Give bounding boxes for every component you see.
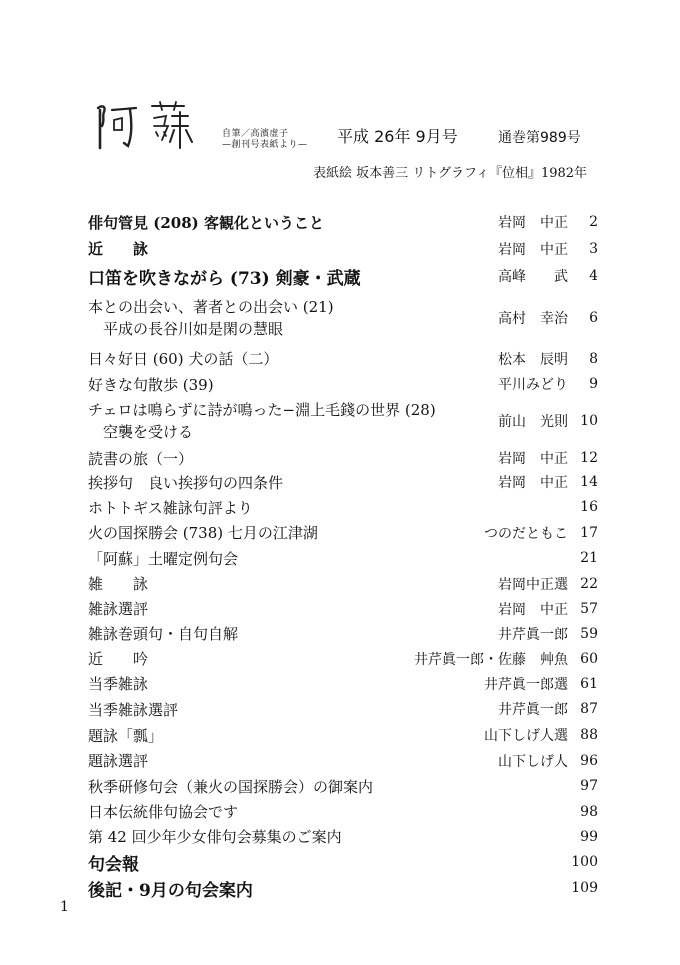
- toc-title: チェロは鳴らずに詩が鳴った−淵上毛錢の世界 (28): [88, 401, 436, 419]
- cover-credit: 表紙絵 坂本善三 リトグラフィ『位相』1982年: [313, 166, 588, 181]
- logo-credit-line2: —創刊号表紙より—: [222, 140, 308, 150]
- toc-page: 99: [580, 828, 598, 845]
- toc-author: 岩岡 中正: [498, 241, 568, 258]
- toc-page: 6: [589, 310, 598, 326]
- toc-page: 3: [589, 240, 598, 257]
- toc-title: 題詠「瓢」: [88, 726, 164, 745]
- toc-title: 当季雑詠選評: [88, 700, 179, 719]
- toc-author: 山下しげ人選: [484, 728, 568, 744]
- toc-title: 火の国探勝会 (738) 七月の江津湖: [88, 524, 318, 542]
- toc-row[interactable]: [88, 646, 598, 671]
- toc-title: 近 吟: [88, 650, 149, 668]
- toc-title: 日本伝統俳句協会です: [88, 803, 239, 821]
- toc-row[interactable]: [88, 671, 598, 696]
- toc-author: 高峰 武: [498, 269, 568, 285]
- toc-author: 井芹眞一郎・佐藤 艸魚: [414, 651, 568, 668]
- toc-row[interactable]: [88, 236, 598, 261]
- toc-title: 秋季研修句会（兼火の国探勝会）の御案内: [88, 777, 374, 796]
- toc-row[interactable]: [88, 824, 598, 849]
- toc-author: 岩岡中正選: [498, 576, 568, 593]
- toc-title: 句会報: [88, 854, 139, 875]
- toc-title: 雑詠巻頭句・自句自解: [88, 625, 239, 643]
- toc-page: 16: [580, 499, 598, 515]
- toc-row[interactable]: [88, 571, 598, 596]
- toc-row[interactable]: [88, 446, 598, 470]
- toc-page: 8: [589, 350, 598, 367]
- table-of-contents: [88, 208, 598, 901]
- toc-title: 雑詠選評: [88, 600, 149, 618]
- toc-page: 60: [580, 650, 598, 667]
- toc-page: 10: [580, 413, 598, 429]
- toc-row[interactable]: [88, 596, 598, 621]
- toc-page: 21: [580, 550, 598, 566]
- toc-title: 近 詠: [88, 240, 149, 258]
- toc-title: 挨拶句 良い挨拶句の四条件: [88, 473, 284, 492]
- toc-page: 88: [580, 727, 598, 743]
- toc-row[interactable]: [88, 372, 598, 396]
- toc-page: 96: [580, 752, 598, 769]
- toc-title: 雑 詠: [88, 575, 149, 593]
- magazine-logo: [92, 96, 212, 156]
- toc-author: 岩岡 中正: [498, 451, 568, 467]
- toc-author: 前山 光則: [498, 414, 568, 430]
- toc-author: 井芹眞一郎: [498, 702, 568, 718]
- toc-row[interactable]: [88, 799, 598, 824]
- toc-title: 口笛を吹きながら (73) 剣豪・武蔵: [88, 268, 361, 289]
- toc-row[interactable]: [88, 696, 598, 722]
- toc-page: 98: [580, 803, 598, 820]
- page-number: 1: [60, 899, 69, 915]
- toc-author: 岩岡 中正: [498, 215, 568, 231]
- toc-page: 100: [571, 854, 598, 870]
- toc-page: 9: [589, 376, 598, 392]
- toc-page: 61: [580, 675, 598, 692]
- toc-title: 当季雑詠: [88, 675, 149, 693]
- logo-credit: [222, 129, 308, 151]
- toc-author: つのだともこ: [484, 525, 568, 542]
- toc-row[interactable]: [88, 722, 598, 748]
- toc-page: 59: [580, 625, 598, 642]
- toc-author: 平川みどり: [498, 377, 568, 393]
- toc-row[interactable]: [88, 396, 598, 446]
- toc-page: 87: [580, 701, 598, 717]
- toc-row[interactable]: [88, 291, 598, 345]
- toc-row[interactable]: [88, 208, 598, 236]
- toc-page: 12: [580, 450, 598, 466]
- toc-page: 57: [580, 600, 598, 617]
- toc-row[interactable]: [88, 261, 598, 291]
- toc-title: 読書の旅（一）: [88, 449, 194, 468]
- toc-author: 松本 辰明: [498, 351, 568, 368]
- toc-page: 2: [589, 214, 598, 230]
- toc-title: 日々好日 (60) 犬の話（二）: [88, 350, 279, 368]
- toc-row[interactable]: [88, 470, 598, 494]
- toc-author: 岩岡 中正: [498, 601, 568, 618]
- toc-title: 「阿蘇」土曜定例句会: [88, 549, 239, 568]
- calligraphy-logo-graphic: [92, 96, 212, 156]
- toc-page: 22: [580, 575, 598, 592]
- toc-author: 高村 幸治: [498, 311, 568, 327]
- toc-page: 17: [580, 524, 598, 541]
- toc-title-line2: 平成の長谷川如是閑の慧眼: [88, 320, 284, 338]
- logo-credit-line1: 自筆／高濱虚子: [222, 129, 289, 139]
- toc-author: 山下しげ人: [498, 753, 568, 770]
- toc-row[interactable]: [88, 748, 598, 773]
- toc-row[interactable]: [88, 345, 598, 372]
- toc-title: 俳句管見 (208) 客観化ということ: [88, 213, 324, 232]
- toc-row[interactable]: [88, 545, 598, 571]
- toc-row[interactable]: [88, 520, 598, 545]
- toc-page: 4: [589, 268, 598, 284]
- toc-title: ホトトギス雑詠句評より: [88, 498, 253, 517]
- toc-row[interactable]: [88, 621, 598, 646]
- issue-date: 平成 26年 9月号: [337, 127, 458, 146]
- volume-number: 通巻第989号: [498, 130, 581, 146]
- toc-title: 本との出会い、著者との出会い (21): [88, 298, 334, 316]
- toc-title: 好きな句散歩 (39): [88, 375, 214, 394]
- toc-title: 題詠選評: [88, 752, 149, 770]
- toc-author: 井芹眞一郎: [498, 626, 568, 643]
- toc-row[interactable]: [88, 494, 598, 520]
- toc-page: 97: [580, 778, 598, 794]
- toc-title: 後記・9月の句会案内: [88, 880, 253, 901]
- toc-row[interactable]: [88, 875, 598, 901]
- toc-page: 109: [571, 880, 598, 896]
- toc-author: 岩岡 中正: [498, 475, 568, 491]
- toc-page: 14: [580, 474, 598, 490]
- toc-title-line2: 空襲を受ける: [88, 423, 194, 441]
- toc-row[interactable]: [88, 849, 598, 875]
- toc-row[interactable]: [88, 773, 598, 799]
- toc-title: 第 42 回少年少女俳句会募集のご案内: [88, 828, 342, 846]
- toc-author: 井芹眞一郎選: [484, 676, 568, 693]
